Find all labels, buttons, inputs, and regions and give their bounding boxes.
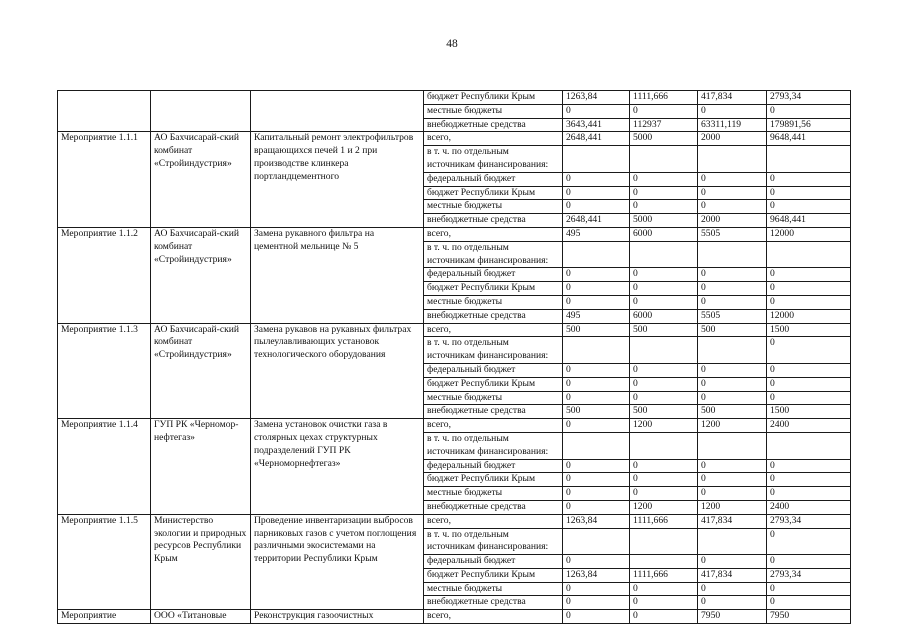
amount-cell: 0 [563,282,630,296]
table-row [58,610,851,624]
source-cell: всего, [424,514,563,528]
amount-cell: 5000 [630,132,698,146]
amount-cell: 417,834 [698,514,767,528]
amount-cell: 12000 [767,227,851,241]
executor-cell: АО Бахчисарай-ский комбинат «Стройиндустрия» [151,227,251,323]
amount-cell: 0 [698,172,767,186]
source-cell: бюджет Республики Крым [424,186,563,200]
amount-cell: 6000 [630,309,698,323]
source-cell: местные бюджеты [424,104,563,118]
source-cell: всего, [424,419,563,433]
amount-cell: 0 [767,487,851,501]
amount-cell: 0 [630,473,698,487]
source-cell: бюджет Республики Крым [424,282,563,296]
amount-cell: 0 [698,282,767,296]
amount-cell [698,528,767,555]
source-cell: местные бюджеты [424,487,563,501]
amount-cell: 0 [630,391,698,405]
amount-cell: 1200 [630,500,698,514]
amount-cell: 0 [698,200,767,214]
amount-cell: 0 [767,282,851,296]
amount-cell: 0 [630,172,698,186]
amount-cell: 0 [563,582,630,596]
amount-cell: 0 [698,596,767,610]
source-cell: внебюджетные средства [424,500,563,514]
amount-cell: 0 [563,473,630,487]
amount-cell: 9648,441 [767,132,851,146]
executor-cell: АО Бахчисарай-ский комбинат «Стройиндустрия» [151,323,251,419]
amount-cell: 0 [767,377,851,391]
amount-cell: 7950 [698,610,767,624]
description-cell: Замена рукавов на рукавных фильтрах пылеулавливающих установок технологического оборудования [251,323,424,419]
description-cell [251,91,424,132]
source-cell: местные бюджеты [424,391,563,405]
amount-cell: 500 [698,405,767,419]
amount-cell: 1111,666 [630,514,698,528]
amount-cell: 0 [698,487,767,501]
amount-cell: 0 [563,295,630,309]
amount-cell: 0 [767,391,851,405]
amount-cell: 0 [698,377,767,391]
amount-cell: 0 [563,555,630,569]
source-cell: бюджет Республики Крым [424,568,563,582]
amount-cell: 12000 [767,309,851,323]
amount-cell: 500 [630,405,698,419]
amount-cell: 0 [630,295,698,309]
executor-cell [151,91,251,132]
amount-cell [698,337,767,364]
amount-cell: 1111,666 [630,568,698,582]
amount-cell: 0 [563,419,630,433]
amount-cell: 5000 [630,214,698,228]
amount-cell: 0 [630,487,698,501]
amount-cell: 0 [630,186,698,200]
amount-cell: 1263,84 [563,91,630,105]
amount-cell: 0 [563,172,630,186]
funding-table [57,90,851,624]
source-cell: федеральный бюджет [424,459,563,473]
source-cell: всего, [424,610,563,624]
amount-cell: 0 [767,186,851,200]
amount-cell: 2000 [698,132,767,146]
amount-cell: 7950 [767,610,851,624]
amount-cell: 0 [767,555,851,569]
amount-cell: 0 [698,582,767,596]
amount-cell: 0 [630,268,698,282]
amount-cell: 0 [698,363,767,377]
amount-cell: 500 [698,323,767,337]
amount-cell [630,337,698,364]
amount-cell: 0 [698,104,767,118]
amount-cell: 0 [767,596,851,610]
amount-cell: 2793,34 [767,568,851,582]
description-cell: Замена рукавного фильтра на цементной мельнице № 5 [251,227,424,323]
source-cell: бюджет Республики Крым [424,91,563,105]
amount-cell: 0 [698,555,767,569]
amount-cell: 0 [563,104,630,118]
amount-cell [698,241,767,268]
amount-cell [767,432,851,459]
table-row [58,91,851,105]
amount-cell: 6000 [630,227,698,241]
amount-cell [563,241,630,268]
amount-cell: 0 [630,459,698,473]
amount-cell: 2000 [698,214,767,228]
event-id-cell: Мероприятие [58,610,151,624]
amount-cell: 0 [563,377,630,391]
amount-cell: 0 [767,200,851,214]
amount-cell: 0 [630,377,698,391]
source-cell: внебюджетные средства [424,214,563,228]
amount-cell [563,337,630,364]
event-id-cell: Мероприятие 1.1.3 [58,323,151,419]
source-cell: федеральный бюджет [424,268,563,282]
amount-cell: 2648,441 [563,132,630,146]
amount-cell: 0 [630,363,698,377]
amount-cell: 3643,441 [563,118,630,132]
amount-cell: 495 [563,227,630,241]
source-cell: местные бюджеты [424,582,563,596]
amount-cell [630,555,698,569]
amount-cell: 2793,34 [767,514,851,528]
amount-cell: 500 [563,323,630,337]
amount-cell: 0 [630,610,698,624]
page-number: 48 [446,38,458,50]
description-cell: Реконструкция газоочистных [251,610,424,624]
amount-cell: 1263,84 [563,568,630,582]
source-cell: федеральный бюджет [424,555,563,569]
source-cell: в т. ч. по отдельным источникам финансирования: [424,146,563,173]
amount-cell: 0 [563,391,630,405]
amount-cell: 63311,119 [698,118,767,132]
table-row [58,132,851,146]
source-cell: всего, [424,323,563,337]
amount-cell [630,432,698,459]
source-cell: в т. ч. по отдельным источникам финансирования: [424,432,563,459]
amount-cell: 0 [767,172,851,186]
description-cell: Капитальный ремонт электрофильтров вращающихся печей 1 и 2 при производстве клинкера портландцементного [251,132,424,228]
executor-cell: ООО «Титановые [151,610,251,624]
amount-cell: 0 [563,459,630,473]
amount-cell: 1263,84 [563,514,630,528]
amount-cell: 2648,441 [563,214,630,228]
amount-cell: 0 [698,268,767,282]
amount-cell: 0 [563,186,630,200]
amount-cell: 0 [563,487,630,501]
table-row [58,227,851,241]
amount-cell: 0 [563,268,630,282]
amount-cell: 0 [767,459,851,473]
amount-cell: 9648,441 [767,214,851,228]
source-cell: в т. ч. по отдельным источникам финансирования: [424,241,563,268]
amount-cell: 112937 [630,118,698,132]
amount-cell: 1500 [767,405,851,419]
source-cell: внебюджетные средства [424,118,563,132]
amount-cell: 500 [563,405,630,419]
amount-cell [767,146,851,173]
amount-cell: 0 [767,295,851,309]
amount-cell: 0 [630,104,698,118]
amount-cell: 0 [767,363,851,377]
source-cell: всего, [424,132,563,146]
amount-cell [563,528,630,555]
amount-cell [767,241,851,268]
amount-cell: 179891,56 [767,118,851,132]
executor-cell: ГУП РК «Черномор-нефтегаз» [151,419,251,515]
amount-cell: 0 [563,500,630,514]
amount-cell: 0 [630,582,698,596]
amount-cell: 0 [698,459,767,473]
amount-cell: 417,834 [698,91,767,105]
amount-cell: 0 [767,528,851,555]
event-id-cell: Мероприятие 1.1.4 [58,419,151,515]
source-cell: федеральный бюджет [424,172,563,186]
amount-cell: 0 [563,610,630,624]
amount-cell [630,146,698,173]
amount-cell: 500 [630,323,698,337]
amount-cell: 0 [563,363,630,377]
amount-cell: 0 [698,295,767,309]
amount-cell: 0 [698,473,767,487]
amount-cell: 0 [698,391,767,405]
description-cell: Проведение инвентаризации выбросов парниковых газов с учетом поглощения различными экосистемами на территории Республики Крым [251,514,424,610]
source-cell: бюджет Республики Крым [424,473,563,487]
amount-cell: 2400 [767,419,851,433]
amount-cell: 0 [563,596,630,610]
amount-cell [630,528,698,555]
source-cell: бюджет Республики Крым [424,377,563,391]
amount-cell: 1200 [698,419,767,433]
table-row [58,514,851,528]
executor-cell: Министерство экологии и природных ресурсов Республики Крым [151,514,251,610]
source-cell: внебюджетные средства [424,405,563,419]
source-cell: местные бюджеты [424,200,563,214]
amount-cell: 0 [767,268,851,282]
source-cell: внебюджетные средства [424,309,563,323]
source-cell: федеральный бюджет [424,363,563,377]
amount-cell [563,146,630,173]
source-cell: внебюджетные средства [424,596,563,610]
amount-cell: 0 [630,596,698,610]
amount-cell: 1200 [698,500,767,514]
amount-cell: 0 [630,200,698,214]
amount-cell [563,432,630,459]
description-cell: Замена установок очистки газа в столярных цехах структурных подразделений ГУП РК «Черноморнефтегаз» [251,419,424,515]
amount-cell: 0 [563,200,630,214]
amount-cell [698,432,767,459]
source-cell: всего, [424,227,563,241]
amount-cell: 0 [767,582,851,596]
event-id-cell: Мероприятие 1.1.2 [58,227,151,323]
amount-cell: 1200 [630,419,698,433]
amount-cell: 5505 [698,227,767,241]
amount-cell: 495 [563,309,630,323]
amount-cell: 0 [630,282,698,296]
amount-cell: 2793,34 [767,91,851,105]
source-cell: в т. ч. по отдельным источникам финансирования: [424,528,563,555]
amount-cell: 417,834 [698,568,767,582]
amount-cell: 5505 [698,309,767,323]
event-id-cell: Мероприятие 1.1.1 [58,132,151,228]
source-cell: местные бюджеты [424,295,563,309]
amount-cell: 0 [767,104,851,118]
amount-cell: 2400 [767,500,851,514]
amount-cell [698,146,767,173]
event-id-cell: Мероприятие 1.1.5 [58,514,151,610]
table-row [58,419,851,433]
amount-cell: 0 [767,337,851,364]
amount-cell: 0 [767,473,851,487]
table-row [58,323,851,337]
amount-cell: 1111,666 [630,91,698,105]
source-cell: в т. ч. по отдельным источникам финансирования: [424,337,563,364]
amount-cell: 1500 [767,323,851,337]
executor-cell: АО Бахчисарай-ский комбинат «Стройиндустрия» [151,132,251,228]
amount-cell [630,241,698,268]
amount-cell: 0 [698,186,767,200]
event-id-cell [58,91,151,132]
